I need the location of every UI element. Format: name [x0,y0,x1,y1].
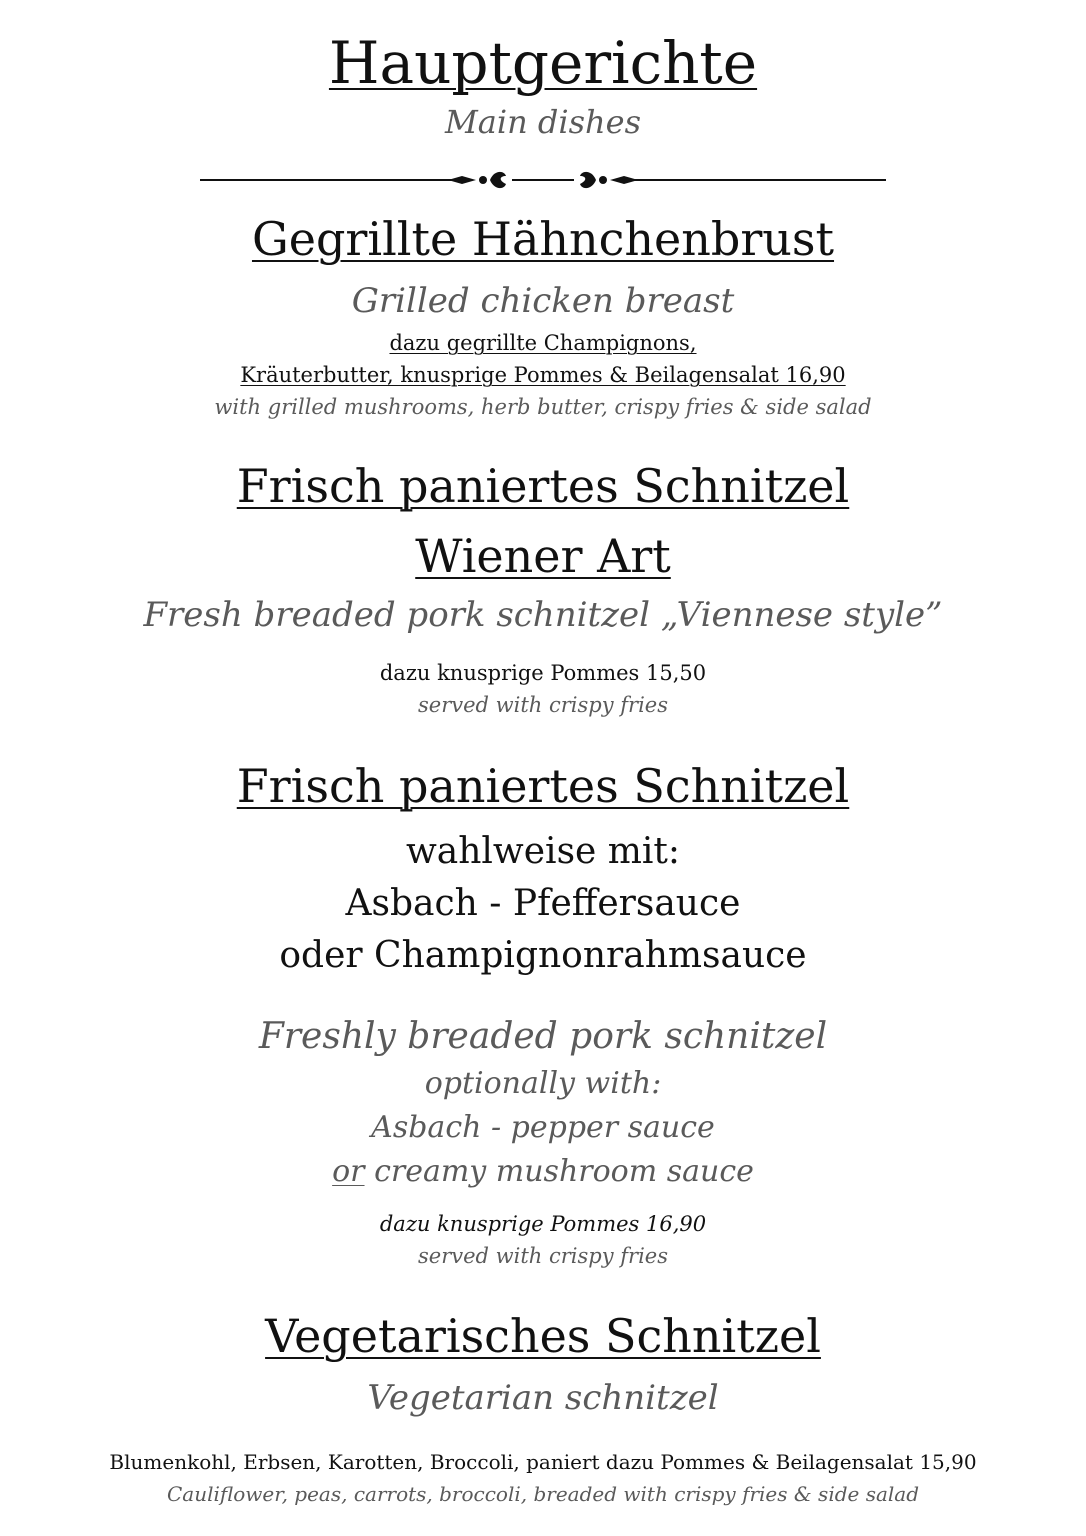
dish-options-en: Asbach - pepper sauce [371,1110,715,1145]
dish-title-en: Fresh breaded pork schnitzel „Viennese style” [143,595,943,635]
dish-description-en: served with crispy fries [418,693,668,717]
dish-title: Frisch paniertes Schnitzel [236,759,850,813]
or-word: or [332,1154,365,1189]
dish-title: Vegetarisches Schnitzel [265,1309,821,1363]
dish-options-en: optionally with: [424,1066,662,1101]
dish-title-en: Freshly breaded pork schnitzel [258,1016,828,1057]
dish-options: oder Champignonrahmsauce [279,935,807,976]
page-subtitle: Main dishes [445,103,641,141]
dish-options: Asbach - Pfeffersauce [345,883,741,924]
dish-description: dazu knusprige Pommes 16,90 [379,1212,707,1236]
ornamental-divider [200,166,886,194]
dish-options-en-rest: creamy mushroom sauce [364,1154,754,1189]
dish-title: Frisch paniertes Schnitzel [236,459,850,513]
dish-description-en: served with crispy fries [418,1244,668,1268]
dish-description: dazu gegrillte Champignons, [389,331,697,355]
dish-description: Kräuterbutter, knusprige Pommes & Beilagensalat 16,90 [240,363,846,387]
dish-description-en: with grilled mushrooms, herb butter, crispy fries & side salad [214,395,872,419]
dish-title: Wiener Art [415,529,671,583]
dish-options: wahlweise mit: [405,831,681,872]
dish-description-en: Cauliflower, peas, carrots, broccoli, breaded with crispy fries & side salad [166,1482,920,1506]
dish-title-en: Grilled chicken breast [351,281,735,321]
dish-description: dazu knusprige Pommes 15,50 [379,661,707,685]
dish-title: Gegrillte Hähnchenbrust [251,212,835,266]
dish-options-en [0,1154,1086,1189]
dish-description: Blumenkohl, Erbsen, Karotten, Broccoli, paniert dazu Pommes & Beilagensalat 15,90 [109,1450,977,1474]
dish-title-en: Vegetarian schnitzel [367,1378,719,1418]
page-title: Hauptgerichte [328,29,758,97]
